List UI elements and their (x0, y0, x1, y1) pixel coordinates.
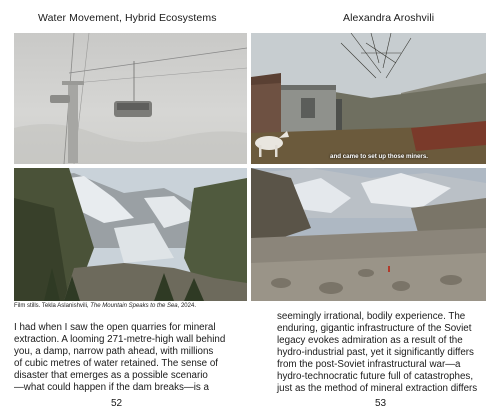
text-line: extraction. A looming 271-metre-high wall behind (14, 334, 226, 345)
page-number-left: 52 (111, 398, 123, 409)
running-header-right: Alexandra Aroshvili (343, 12, 435, 24)
film-still-cable-car (14, 33, 247, 164)
film-subtitle: and came to set up those miners. (330, 153, 428, 160)
text-line: from the post-Soviet infrastructural war—a (277, 359, 461, 370)
text-line: enduring, gigantic infrastructure of the Soviet (277, 323, 472, 334)
running-header-left: Water Movement, Hybrid Ecosystems (38, 12, 217, 24)
film-still-shed-horse (251, 33, 486, 164)
text-line: legacy evokes admiration as a result of the (277, 335, 463, 346)
figure-caption: Film stills. Tekla Aslanishvili, The Mountain Speaks to the Sea, 2024. (14, 303, 196, 309)
film-still-glacier-valley (14, 168, 247, 301)
text-line: of cubic metres of water retained. The sense of (14, 358, 219, 369)
right-column-text (277, 311, 477, 395)
text-line: seemingly irrational, bodily experience. The (277, 311, 466, 322)
text-line: just as the method of mineral extraction differs (277, 383, 478, 394)
text-line: hydro-industrial past, yet it significantly differs (277, 347, 474, 358)
text-line: hydro-technocratic future full of catastrophes, (277, 371, 474, 382)
page-number-right: 53 (375, 398, 387, 409)
film-still-quarry (251, 168, 486, 301)
text-line: I had when I saw the open quarries for mineral (14, 322, 216, 333)
left-column-text (14, 322, 225, 394)
text-line: disaster that emerges as a possible scenario (14, 370, 208, 381)
text-line: —what could happen if the dam breaks—is a (14, 382, 209, 393)
text-line: you, a damp, narrow path ahead, with millions (14, 346, 214, 357)
